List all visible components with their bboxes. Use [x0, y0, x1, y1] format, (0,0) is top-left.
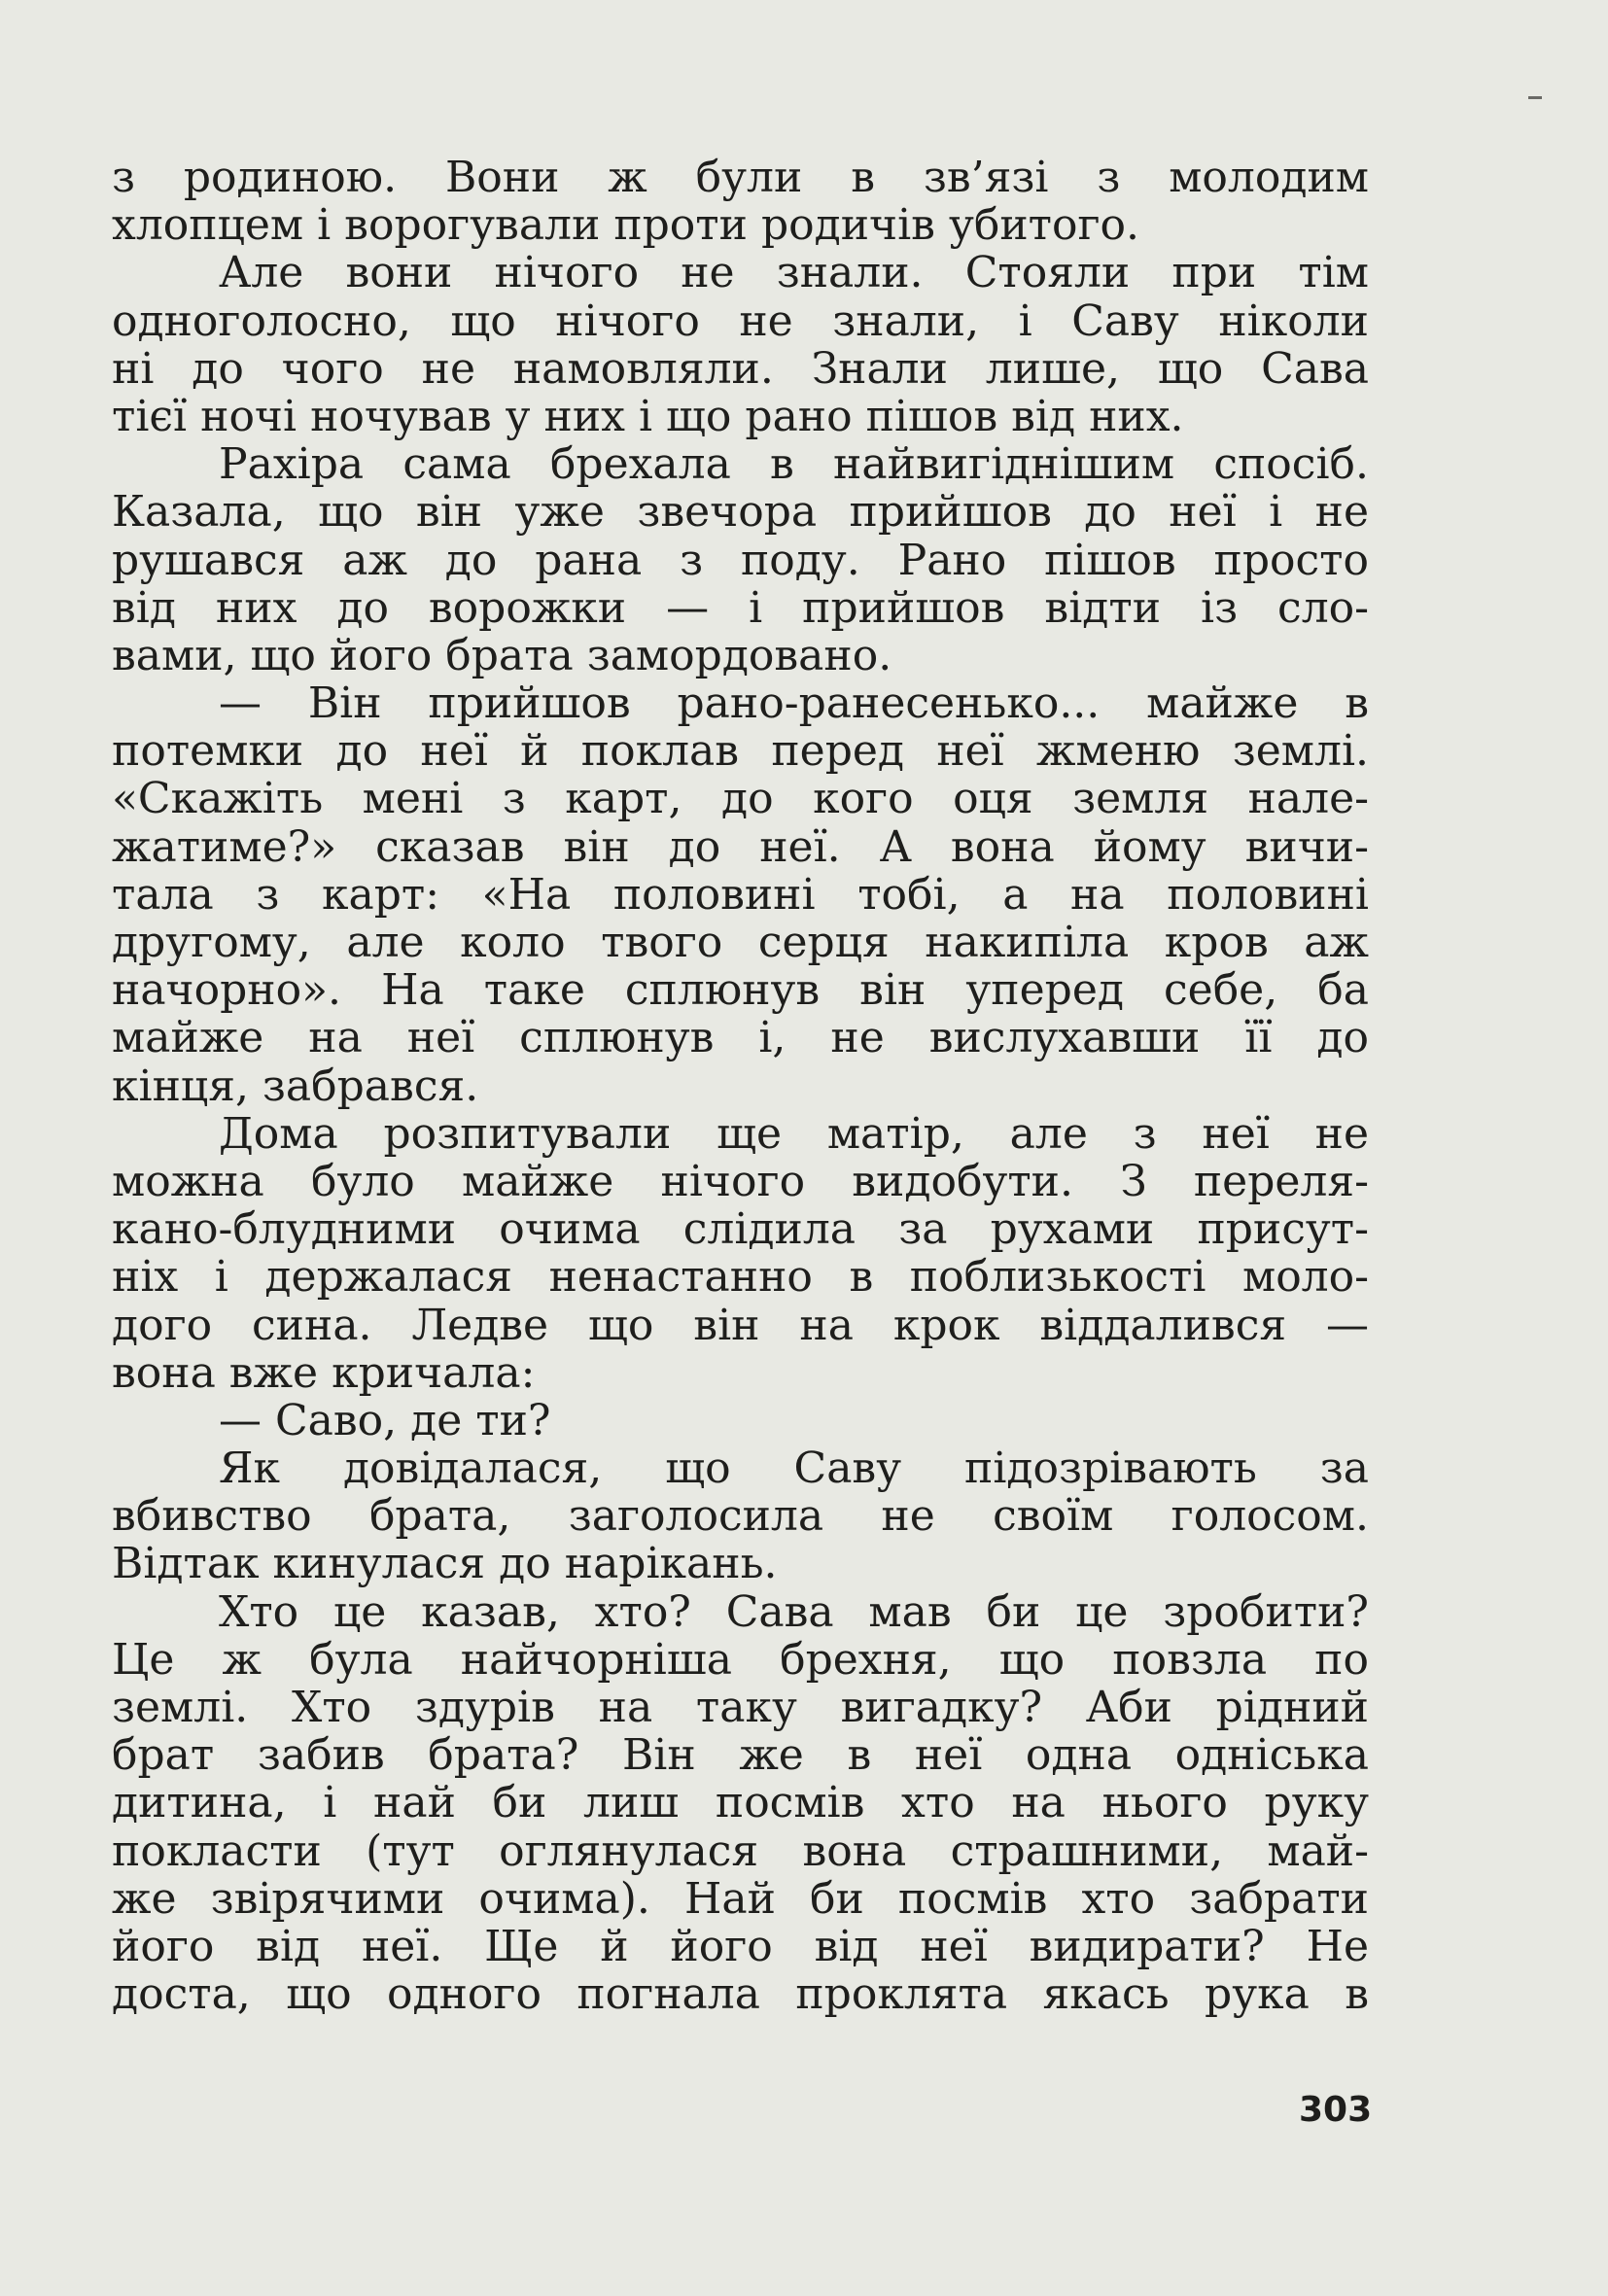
- text-line: вона вже кричала:: [112, 1347, 536, 1398]
- text-line: Відтак кинулася до нарікань.: [112, 1539, 778, 1589]
- text-line: потемки до неї й поклав перед неї жменю землі.: [112, 726, 1369, 777]
- text-line: землі. Хто здурів на таку вигадку? Аби рідний: [112, 1683, 1369, 1732]
- text-line: Дома розпитували ще матір, але з неї не: [219, 1108, 1369, 1159]
- text-line: Це ж була найчорніша брехня, що повзла по: [112, 1634, 1369, 1685]
- text-line: тієї ночі ночував у них і що рано пішов від них.: [112, 391, 1184, 441]
- page-number: 303: [1299, 2090, 1373, 2130]
- text-line: — Він прийшов рано-ранесенько... майже в: [219, 678, 1369, 729]
- edge-mark: [1528, 96, 1542, 99]
- text-line: дитина, і най би лиш посмів хто на нього руку: [112, 1778, 1369, 1828]
- text-line: кано-блудними очима слідила за рухами присут-: [112, 1204, 1369, 1255]
- text-line: Хто це казав, хто? Сава мав би це зробити?: [219, 1586, 1369, 1637]
- text-line: Як довідалася, що Саву підозрівають за: [219, 1444, 1369, 1494]
- text-line: одноголосно, що нічого не знали, і Саву ніколи: [112, 296, 1369, 346]
- text-line: — Саво, де ти?: [219, 1395, 551, 1445]
- text-line: рушався аж до рана з поду. Рано пішов просто: [112, 535, 1369, 585]
- text-line: «Скажіть мені з карт, до кого оця земля нале-: [112, 774, 1369, 824]
- text-line: доста, що одного погнала проклята якась рука в: [112, 1969, 1369, 2020]
- text-line: з родиною. Вони ж були в зв’язі з молодим: [112, 153, 1369, 202]
- text-line: Рахіра сама брехала в найвигіднішим спосіб.: [219, 439, 1369, 490]
- text-line: покласти (тут оглянулася вона страшними, май-: [112, 1826, 1369, 1876]
- text-line: тала з карт: «На половині тобі, а на половині: [112, 869, 1369, 920]
- text-line: від них до ворожки — і прийшов відти із сло-: [112, 582, 1369, 633]
- text-line: його від неї. Ще й його від неї видирати? Не: [112, 1921, 1369, 1971]
- text-line: Казала, що він уже звечора прийшов до неї і не: [112, 487, 1369, 538]
- text-line: вами, що його брата замордовано.: [112, 630, 892, 680]
- text-line: вбивство брата, заголосила не своїм голосом.: [112, 1491, 1369, 1542]
- text-line: ніх і держалася ненастанно в поблизькості моло-: [112, 1252, 1369, 1303]
- text-line: начорно». На таке сплюнув він уперед себе, ба: [112, 965, 1369, 1016]
- text-line: майже на неї сплюнув і, не вислухавши її до: [112, 1013, 1369, 1063]
- text-line: дого сина. Ледве що він на крок віддалився —: [112, 1300, 1369, 1350]
- text-line: Але вони нічого не знали. Стояли при тім: [219, 248, 1369, 298]
- text-line: хлопцем і ворогували проти родичів убитого.: [112, 200, 1140, 251]
- text-line: ні до чого не намовляли. Знали лише, що Сава: [112, 343, 1369, 394]
- text-line: жатиме?» сказав він до неї. А вона йому вичи-: [112, 821, 1369, 872]
- body-text: [112, 154, 1369, 2018]
- text-line: кінця, забрався.: [112, 1061, 479, 1111]
- text-line: можна було майже нічого видобути. З переля-: [112, 1156, 1369, 1206]
- text-line: брат забив брата? Він же в неї одна одніська: [112, 1730, 1369, 1781]
- text-line: же звірячими очима). Най би посмів хто забрати: [112, 1873, 1369, 1924]
- text-line: другому, але коло твого серця накипіла кров аж: [112, 918, 1369, 967]
